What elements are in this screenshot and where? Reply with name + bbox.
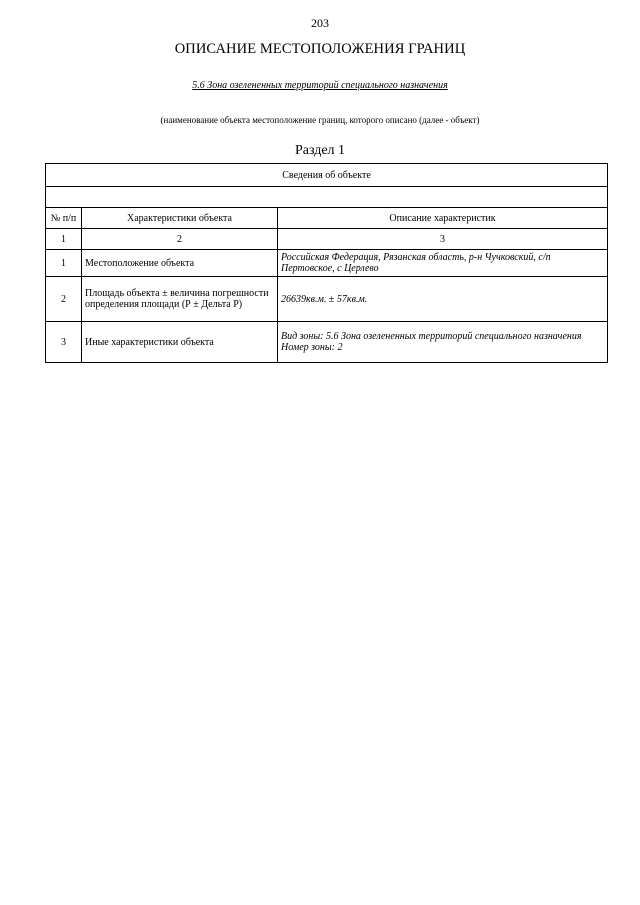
row-characteristic: Местоположение объекта (82, 250, 278, 277)
row-characteristic: Иные характеристики объекта (82, 322, 278, 363)
row-number: 3 (46, 322, 82, 363)
object-info-table (45, 163, 608, 363)
column-number-3: 3 (278, 229, 608, 250)
table-empty-cell (46, 187, 608, 208)
object-name-text: 5.6 Зона озелененных территорий специального назначения (192, 80, 448, 91)
object-name (0, 80, 640, 91)
table-heading: Сведения об объекте (46, 164, 608, 187)
row-description (278, 322, 608, 363)
column-number-2: 2 (82, 229, 278, 250)
table-row (46, 322, 608, 363)
row-description: Российская Федерация, Рязанская область, р-н Чучковский, с/п Пертовское, с Церлево (278, 250, 608, 277)
table-header-row (46, 208, 608, 229)
row-description: 26639кв.м. ± 57кв.м. (278, 277, 608, 322)
table-empty-row (46, 187, 608, 208)
column-number-1: 1 (46, 229, 82, 250)
zone-type-line: Вид зоны: 5.6 Зона озелененных территорий специального назначения (281, 331, 582, 342)
page-number: 203 (311, 16, 329, 30)
row-characteristic: Площадь объекта ± величина погрешности определения площади (Р ± Дельта Р) (82, 277, 278, 322)
object-name-caption: (наименование объекта местоположение границ, которого описано (далее - объект) (160, 115, 480, 125)
zone-number-line: Номер зоны: 2 (281, 342, 343, 353)
row-number: 2 (46, 277, 82, 322)
row-number: 1 (46, 250, 82, 277)
column-header-description: Описание характеристик (278, 208, 608, 229)
document-title: ОПИСАНИЕ МЕСТОПОЛОЖЕНИЯ ГРАНИЦ (174, 41, 466, 57)
column-header-number: № п/п (46, 208, 82, 229)
table-heading-row (46, 164, 608, 187)
table-row (46, 277, 608, 322)
table-row (46, 250, 608, 277)
column-header-characteristic: Характеристики объекта (82, 208, 278, 229)
section-title: Раздел 1 (294, 143, 346, 158)
table-column-numbers-row (46, 229, 608, 250)
